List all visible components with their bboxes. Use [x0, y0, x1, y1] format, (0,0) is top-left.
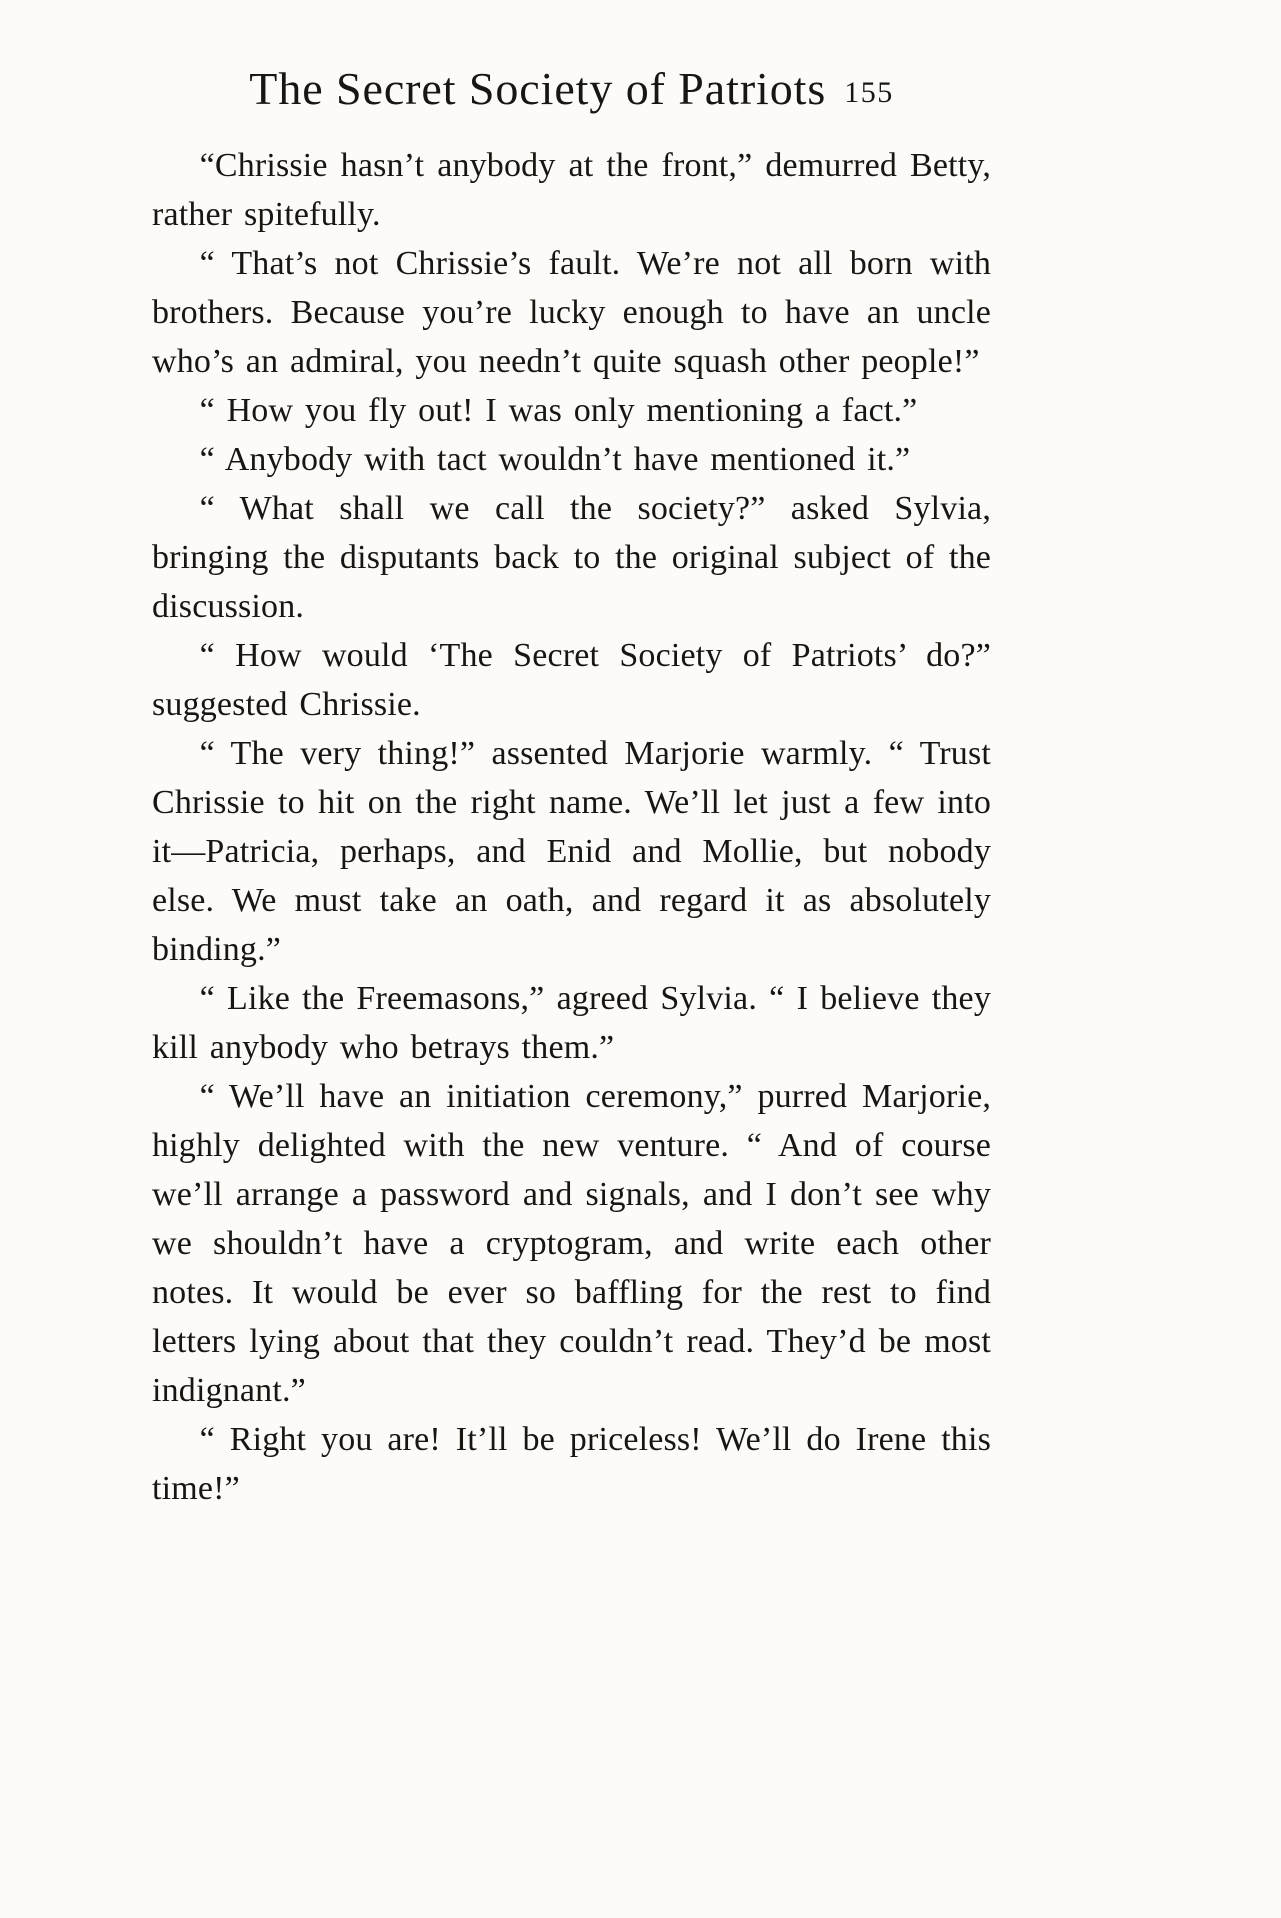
- paragraph: “ How would ‘The Secret Society of Patriots’ do?” suggested Chrissie.: [152, 637, 991, 723]
- text-block: [152, 141, 991, 1513]
- page-header: [152, 62, 991, 115]
- paragraph: “ How you fly out! I was only mentioning a fact.”: [199, 392, 918, 429]
- paragraph: “ The very thing!” assented Marjorie warmly. “ Trust Chrissie to hit on the right name. We’ll let just a few into it—Patricia, perhaps, and Enid and Mollie, but nobody else. We must take an oath, and regard it as absolutely binding.”: [152, 735, 991, 968]
- paragraph: “ Like the Freemasons,” agreed Sylvia. “ I believe they kill anybody who betrays them.”: [152, 980, 991, 1066]
- paragraph: “ That’s not Chrissie’s fault. We’re not all born with brothers. Because you’re lucky enough to have an uncle who’s an admiral, you needn’t quite squash other people!”: [152, 245, 991, 380]
- paragraph: “ We’ll have an initiation ceremony,” purred Marjorie, highly delighted with the new venture. “ And of course we’ll arrange a password and signals, and I don’t see why we shouldn’t have a cryptogram, and write each other notes. It would be ever so baffling for the rest to find letters lying about that they couldn’t read. They’d be most indignant.”: [152, 1078, 991, 1409]
- running-title: The Secret Society of Patriots: [249, 63, 827, 114]
- page-number: 155: [844, 76, 894, 109]
- paragraph: “Chrissie hasn’t anybody at the front,” demurred Betty, rather spitefully.: [152, 147, 991, 233]
- paragraph: “ What shall we call the society?” asked Sylvia, bringing the disputants back to the original subject of the discussion.: [152, 490, 991, 625]
- paragraph: “ Anybody with tact wouldn’t have mentioned it.”: [199, 441, 911, 478]
- paragraph: “ Right you are! It’ll be priceless! We’ll do Irene this time!”: [152, 1421, 991, 1507]
